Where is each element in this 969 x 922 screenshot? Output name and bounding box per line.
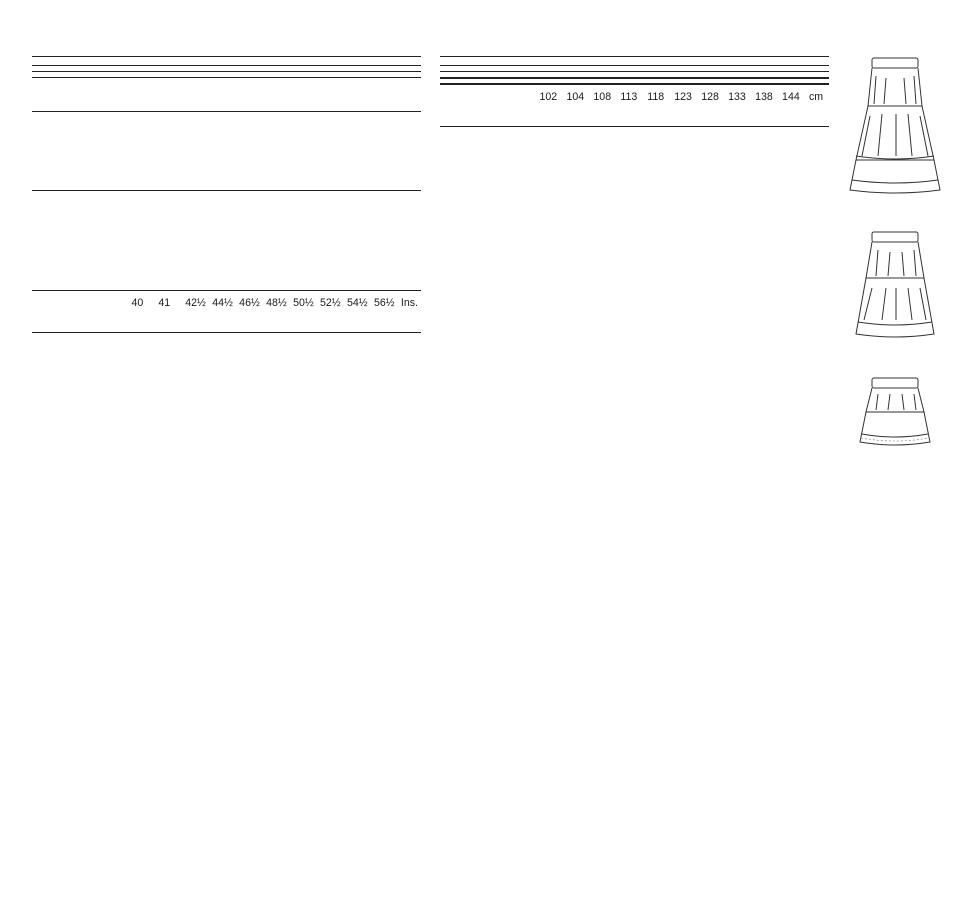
- table-cell: [160, 241, 187, 258]
- finished-waist-table: [32, 295, 421, 312]
- table-cell: [269, 241, 296, 258]
- table-row: [32, 78, 421, 95]
- table-cell: [242, 191, 269, 208]
- table-cell: [159, 166, 186, 183]
- table-cell: 54½: [346, 297, 368, 310]
- table-cell: [401, 78, 421, 95]
- table-cell: 138: [755, 91, 773, 104]
- table-cell: [92, 191, 132, 208]
- table-cell: [378, 224, 405, 241]
- table-cell: [214, 257, 241, 274]
- table-cell: [320, 116, 347, 133]
- table-cell: [187, 208, 214, 225]
- table-cell: 144: [782, 91, 800, 104]
- table-cell: [133, 191, 160, 208]
- table-cell: [378, 274, 405, 291]
- table-cell: [293, 95, 320, 112]
- table-cell: 46½: [239, 297, 260, 310]
- table-cell: [320, 149, 347, 166]
- skirt-c-illustration: [846, 376, 944, 456]
- table-cell: Ins.: [400, 297, 418, 310]
- table-cell: [296, 191, 323, 208]
- table-cell: [239, 149, 266, 166]
- fabric-yardage-table: [32, 191, 421, 290]
- table-row: [32, 295, 421, 312]
- footnote: [440, 126, 829, 131]
- table-cell: 118: [647, 91, 665, 104]
- table-cell: [92, 208, 132, 225]
- table-cell: [213, 95, 240, 112]
- table-cell: [187, 191, 214, 208]
- table-cell: [133, 241, 160, 258]
- table-cell: [159, 95, 186, 112]
- table-cell: [159, 78, 186, 95]
- footnote: [32, 332, 421, 337]
- section-title: [32, 56, 421, 65]
- row-label: [32, 149, 132, 166]
- table-cell: [296, 224, 323, 241]
- table-cell: [266, 149, 293, 166]
- table-cell: [323, 208, 350, 225]
- table-cell: 133: [728, 91, 746, 104]
- table-cell: [186, 95, 213, 112]
- table-cell: [160, 257, 187, 274]
- table-cell: [323, 191, 350, 208]
- table-cell: [296, 241, 323, 258]
- table-cell: [350, 224, 377, 241]
- table-row: [32, 224, 421, 241]
- table-cell: [401, 149, 421, 166]
- table-cell: [266, 78, 293, 95]
- table-cell: [293, 149, 320, 166]
- table-cell: [187, 274, 214, 291]
- table-cell: [242, 224, 269, 241]
- table-cell: [440, 89, 540, 106]
- table-cell: [213, 133, 240, 150]
- table-cell: [323, 257, 350, 274]
- sizes-table: [32, 78, 421, 111]
- table-row: [32, 191, 421, 208]
- table-cell: [293, 116, 320, 133]
- row-label: [32, 274, 92, 291]
- table-cell: [347, 149, 374, 166]
- table-cell: [132, 116, 159, 133]
- table-row: [32, 208, 421, 225]
- table-cell: 123: [674, 91, 692, 104]
- table-cell: [374, 149, 401, 166]
- table-cell: 48½: [266, 297, 287, 310]
- table-cell: [405, 274, 421, 291]
- table-cell: [350, 274, 377, 291]
- table-cell: [374, 95, 401, 112]
- row-label: [32, 133, 132, 150]
- table-cell: [133, 274, 160, 291]
- row-label: [32, 208, 92, 225]
- table-cell: [401, 116, 421, 133]
- table-cell: [187, 257, 214, 274]
- table-cell: 113: [620, 91, 638, 104]
- table-row: [32, 257, 421, 274]
- table-cell: [296, 208, 323, 225]
- table-cell: [266, 166, 293, 183]
- table-cell: 41: [158, 297, 171, 310]
- table-cell: [132, 95, 159, 112]
- table-cell: [133, 257, 160, 274]
- table-cell: [293, 78, 320, 95]
- table-cell: [186, 133, 213, 150]
- table-cell: [159, 133, 186, 150]
- table-cell: 44½: [212, 297, 233, 310]
- table-cell: [133, 208, 160, 225]
- table-cell: [320, 166, 347, 183]
- table-cell: [239, 95, 266, 112]
- table-cell: [350, 257, 377, 274]
- table-cell: [296, 257, 323, 274]
- table-cell: [405, 224, 421, 241]
- row-label: [32, 257, 92, 274]
- table-cell: [214, 241, 241, 258]
- table-cell: [323, 224, 350, 241]
- table-row: [32, 116, 421, 133]
- table-cell: [132, 166, 159, 183]
- table-cell: [374, 166, 401, 183]
- table-cell: 102: [539, 91, 558, 104]
- table-cell: [347, 116, 374, 133]
- table-cell: [186, 149, 213, 166]
- table-cell: [92, 257, 132, 274]
- table-cell: [323, 274, 350, 291]
- table-cell: [378, 208, 405, 225]
- table-cell: [92, 274, 132, 291]
- table-cell: [213, 149, 240, 166]
- table-cell: [378, 241, 405, 258]
- table-cell: 52½: [320, 297, 341, 310]
- table-cell: [320, 95, 347, 112]
- table-cell: [350, 208, 377, 225]
- table-cell: [239, 78, 266, 95]
- table-cell: 128: [701, 91, 719, 104]
- table-cell: [92, 241, 132, 258]
- table-cell: [266, 95, 293, 112]
- table-row: [32, 241, 421, 258]
- table-cell: [350, 191, 377, 208]
- table-cell: [187, 224, 214, 241]
- table-cell: [242, 208, 269, 225]
- table-cell: 40: [131, 297, 144, 310]
- row-label: [32, 191, 92, 208]
- table-cell: [92, 224, 132, 241]
- table-cell: [214, 224, 241, 241]
- row-label: [32, 166, 132, 183]
- table-cell: [350, 241, 377, 258]
- row-label: [32, 95, 132, 112]
- table-cell: 42½: [185, 297, 206, 310]
- table-row: [440, 89, 829, 106]
- table-cell: [320, 78, 347, 95]
- table-cell: [160, 224, 187, 241]
- table-cell: [239, 116, 266, 133]
- table-cell: [133, 224, 160, 241]
- table-cell: [269, 224, 296, 241]
- table-cell: 56½: [373, 297, 395, 310]
- table-cell: 50½: [293, 297, 314, 310]
- table-cell: [405, 257, 421, 274]
- body-measurements-table: [32, 116, 421, 182]
- table-cell: [239, 133, 266, 150]
- table-cell: 104: [566, 91, 585, 104]
- table-cell: [293, 166, 320, 183]
- table-cell: [160, 191, 187, 208]
- table-cell: [269, 191, 296, 208]
- table-cell: [213, 116, 240, 133]
- table-row: [32, 166, 421, 183]
- table-cell: [378, 257, 405, 274]
- table-cell: [213, 78, 240, 95]
- table-cell: [242, 257, 269, 274]
- table-cell: [405, 191, 421, 208]
- english-column: [32, 56, 421, 337]
- row-label: [32, 78, 132, 95]
- table-cell: [159, 149, 186, 166]
- table-cell: [347, 78, 374, 95]
- table-cell: [269, 208, 296, 225]
- table-cell: [269, 257, 296, 274]
- table-cell: [242, 274, 269, 291]
- table-cell: [214, 191, 241, 208]
- table-cell: [347, 166, 374, 183]
- table-cell: [214, 208, 241, 225]
- table-cell: [132, 149, 159, 166]
- table-cell: [187, 241, 214, 258]
- table-cell: cm: [809, 91, 824, 104]
- table-cell: [374, 78, 401, 95]
- row-label: [32, 224, 92, 241]
- table-cell: [186, 78, 213, 95]
- table-row: [32, 274, 421, 291]
- table-cell: [159, 116, 186, 133]
- table-cell: [320, 133, 347, 150]
- table-row: [32, 133, 421, 150]
- table-cell: [160, 208, 187, 225]
- skirt-a-illustration: [846, 56, 944, 196]
- table-cell: [213, 166, 240, 183]
- table-cell: [374, 133, 401, 150]
- table-cell: [401, 133, 421, 150]
- table-cell: [401, 95, 421, 112]
- skirt-b-illustration: [846, 230, 944, 340]
- table-cell: [186, 166, 213, 183]
- section-title: [440, 56, 829, 65]
- table-cell: [293, 133, 320, 150]
- finished-waist-table: [440, 89, 829, 106]
- table-cell: [239, 166, 266, 183]
- table-cell: [214, 274, 241, 291]
- table-cell: 108: [593, 91, 612, 104]
- table-cell: [132, 133, 159, 150]
- table-cell: [132, 78, 159, 95]
- table-cell: [266, 133, 293, 150]
- row-label: [32, 241, 92, 258]
- table-cell: [405, 241, 421, 258]
- table-cell: [347, 95, 374, 112]
- table-cell: [32, 295, 131, 312]
- table-cell: [269, 274, 296, 291]
- table-row: [32, 95, 421, 112]
- table-cell: [186, 116, 213, 133]
- table-cell: [401, 166, 421, 183]
- row-label: [32, 116, 132, 133]
- table-cell: [296, 274, 323, 291]
- french-column: [440, 56, 829, 131]
- table-cell: [405, 208, 421, 225]
- table-cell: [242, 241, 269, 258]
- table-cell: [347, 133, 374, 150]
- table-cell: [266, 116, 293, 133]
- table-row: [32, 149, 421, 166]
- table-cell: [323, 241, 350, 258]
- table-cell: [160, 274, 187, 291]
- table-cell: [378, 191, 405, 208]
- table-cell: [374, 116, 401, 133]
